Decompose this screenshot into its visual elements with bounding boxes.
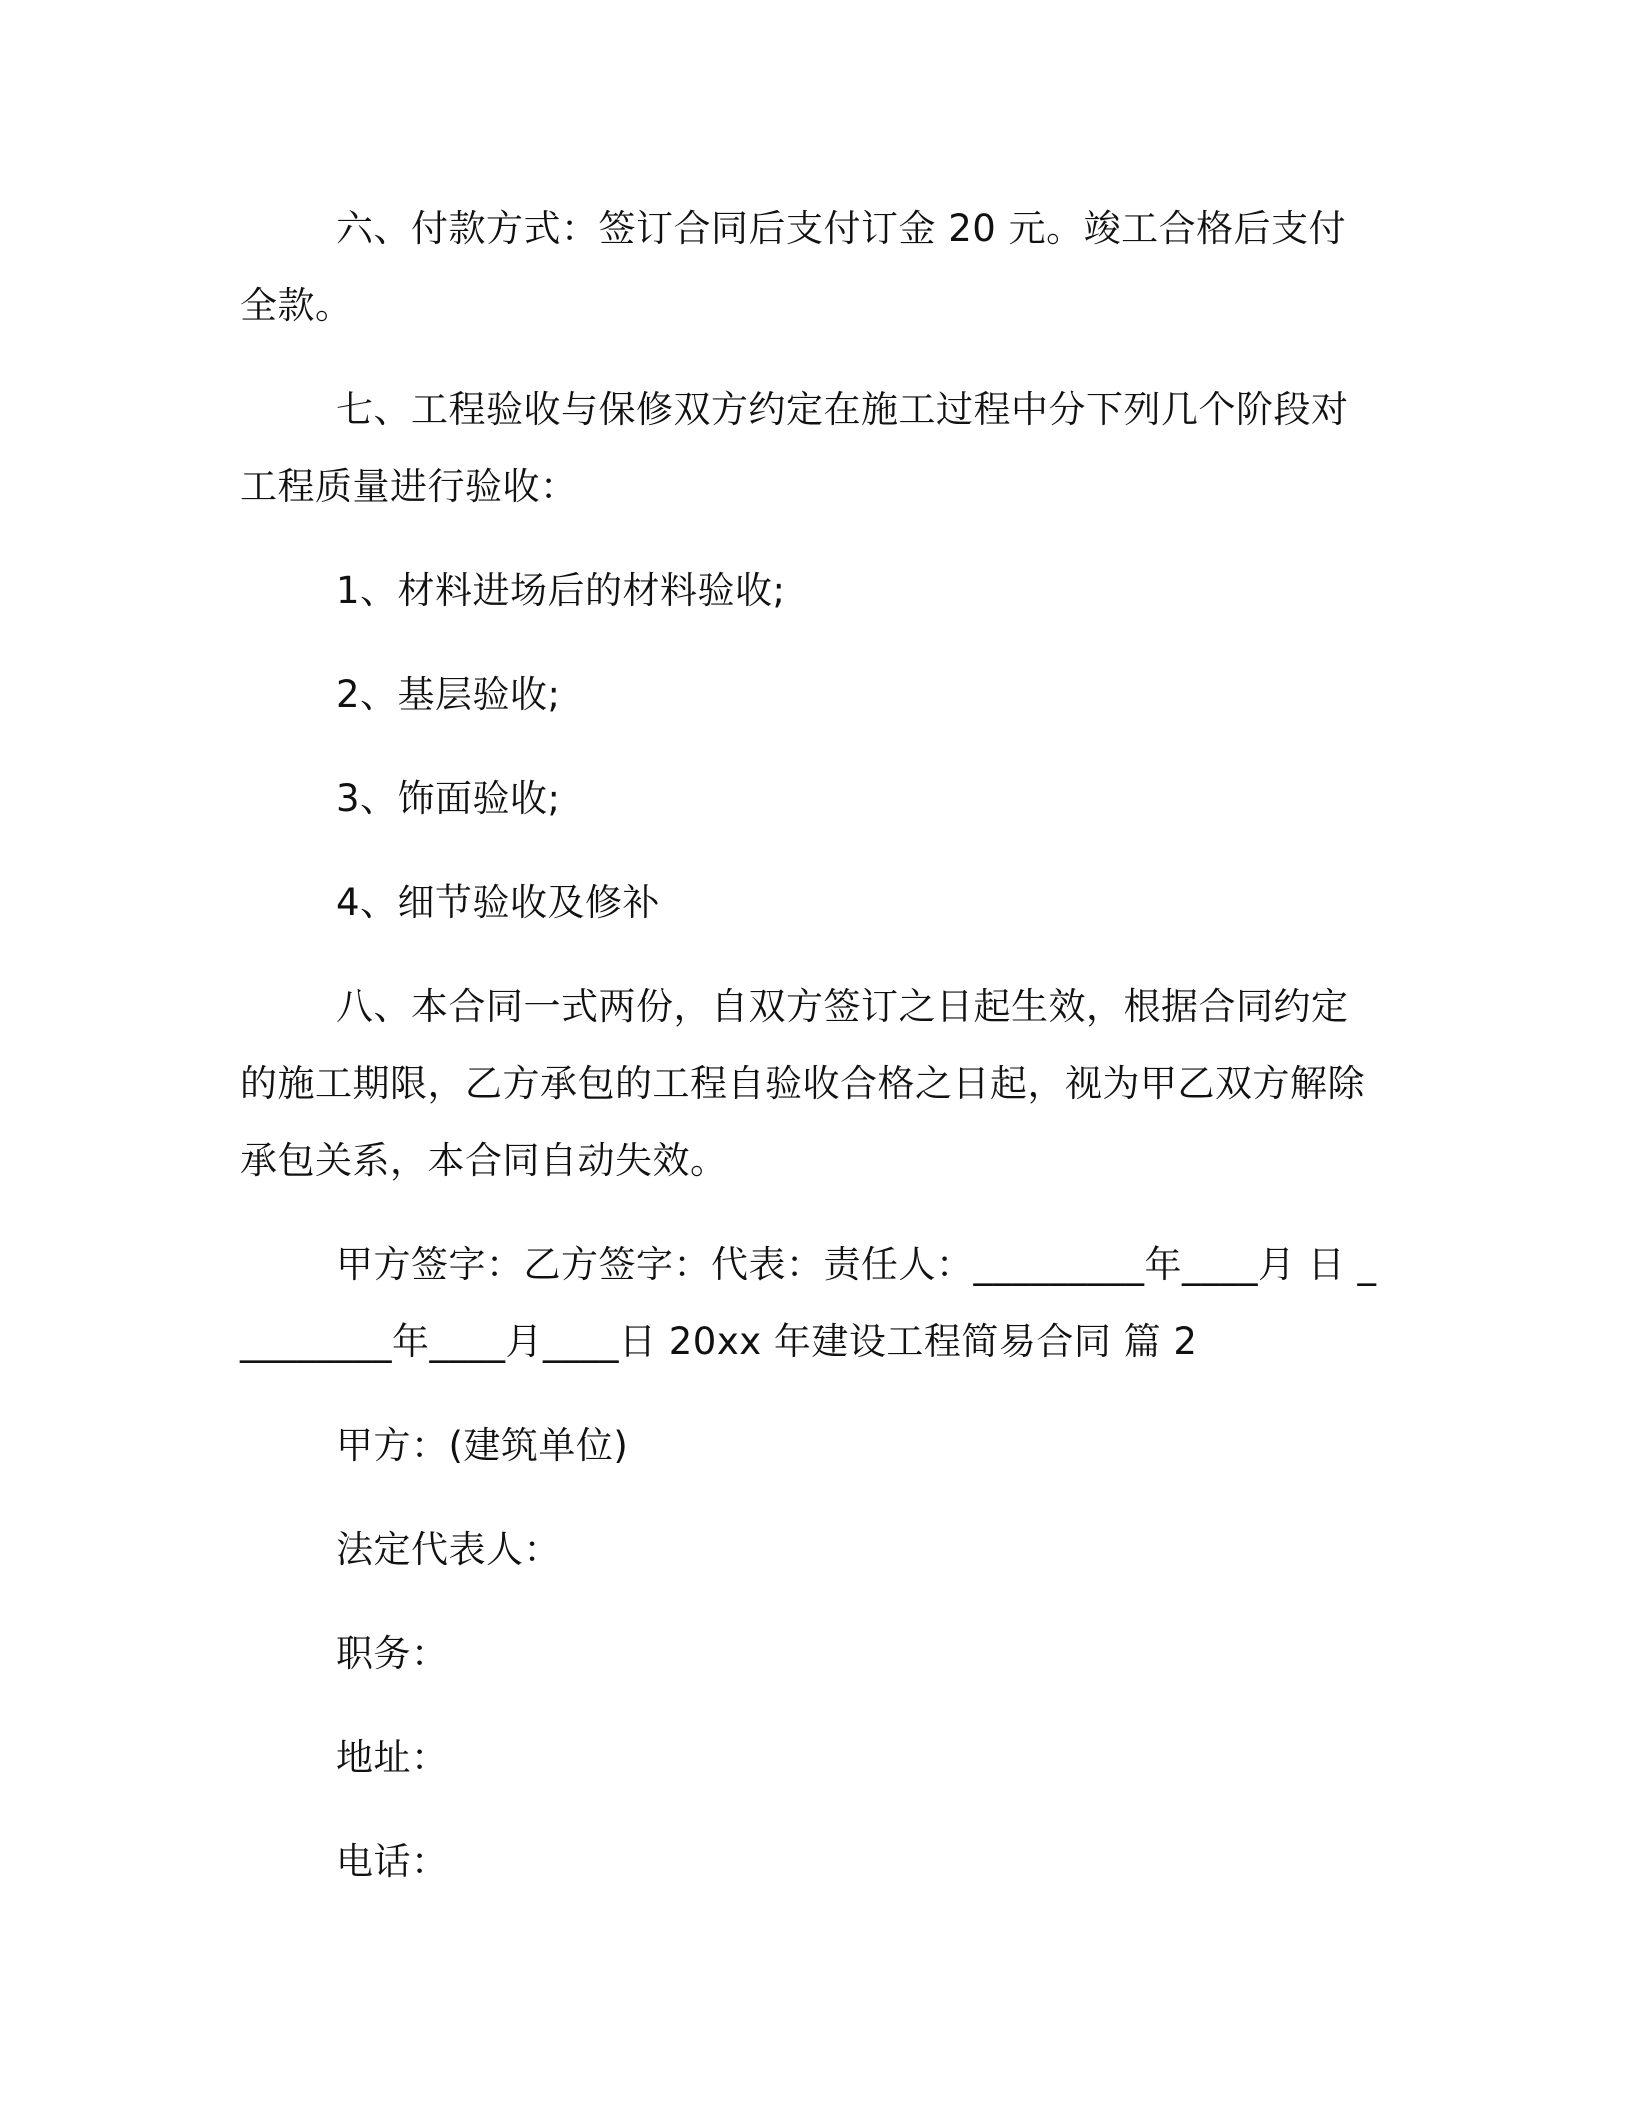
acceptance-item-4: 4、细节验收及修补: [336, 881, 661, 924]
acceptance-item-1: 1、材料进场后的材料验收;: [336, 569, 786, 612]
signature-line: 甲方签字：乙方签字：代表：责任人：_________年____月 日 _________年____月____日 20xx 年建设工程简易合同 篇 2: [240, 1243, 1377, 1363]
document-body: [240, 190, 1380, 1927]
party-a-field: 甲方：(建筑单位): [336, 1424, 629, 1467]
legal-representative-field: 法定代表人：: [336, 1528, 561, 1571]
position-field: 职务：: [336, 1632, 449, 1675]
acceptance-item-2: 2、基层验收;: [336, 673, 561, 716]
phone-field: 电话：: [336, 1840, 449, 1883]
clause-payment-method: 六、付款方式：签订合同后支付订金 20 元。竣工合格后支付全款。: [240, 207, 1347, 327]
address-field: 地址：: [336, 1736, 449, 1779]
acceptance-item-3: 3、饰面验收;: [336, 777, 561, 820]
clause-acceptance-warranty: 七、工程验收与保修双方约定在施工过程中分下列几个阶段对工程质量进行验收：: [240, 388, 1349, 508]
clause-contract-validity: 八、本合同一式两份，自双方签订之日起生效，根据合同约定的施工期限，乙方承包的工程自验收合格之日起，视为甲乙双方解除承包关系，本合同自动失效。: [240, 985, 1365, 1182]
